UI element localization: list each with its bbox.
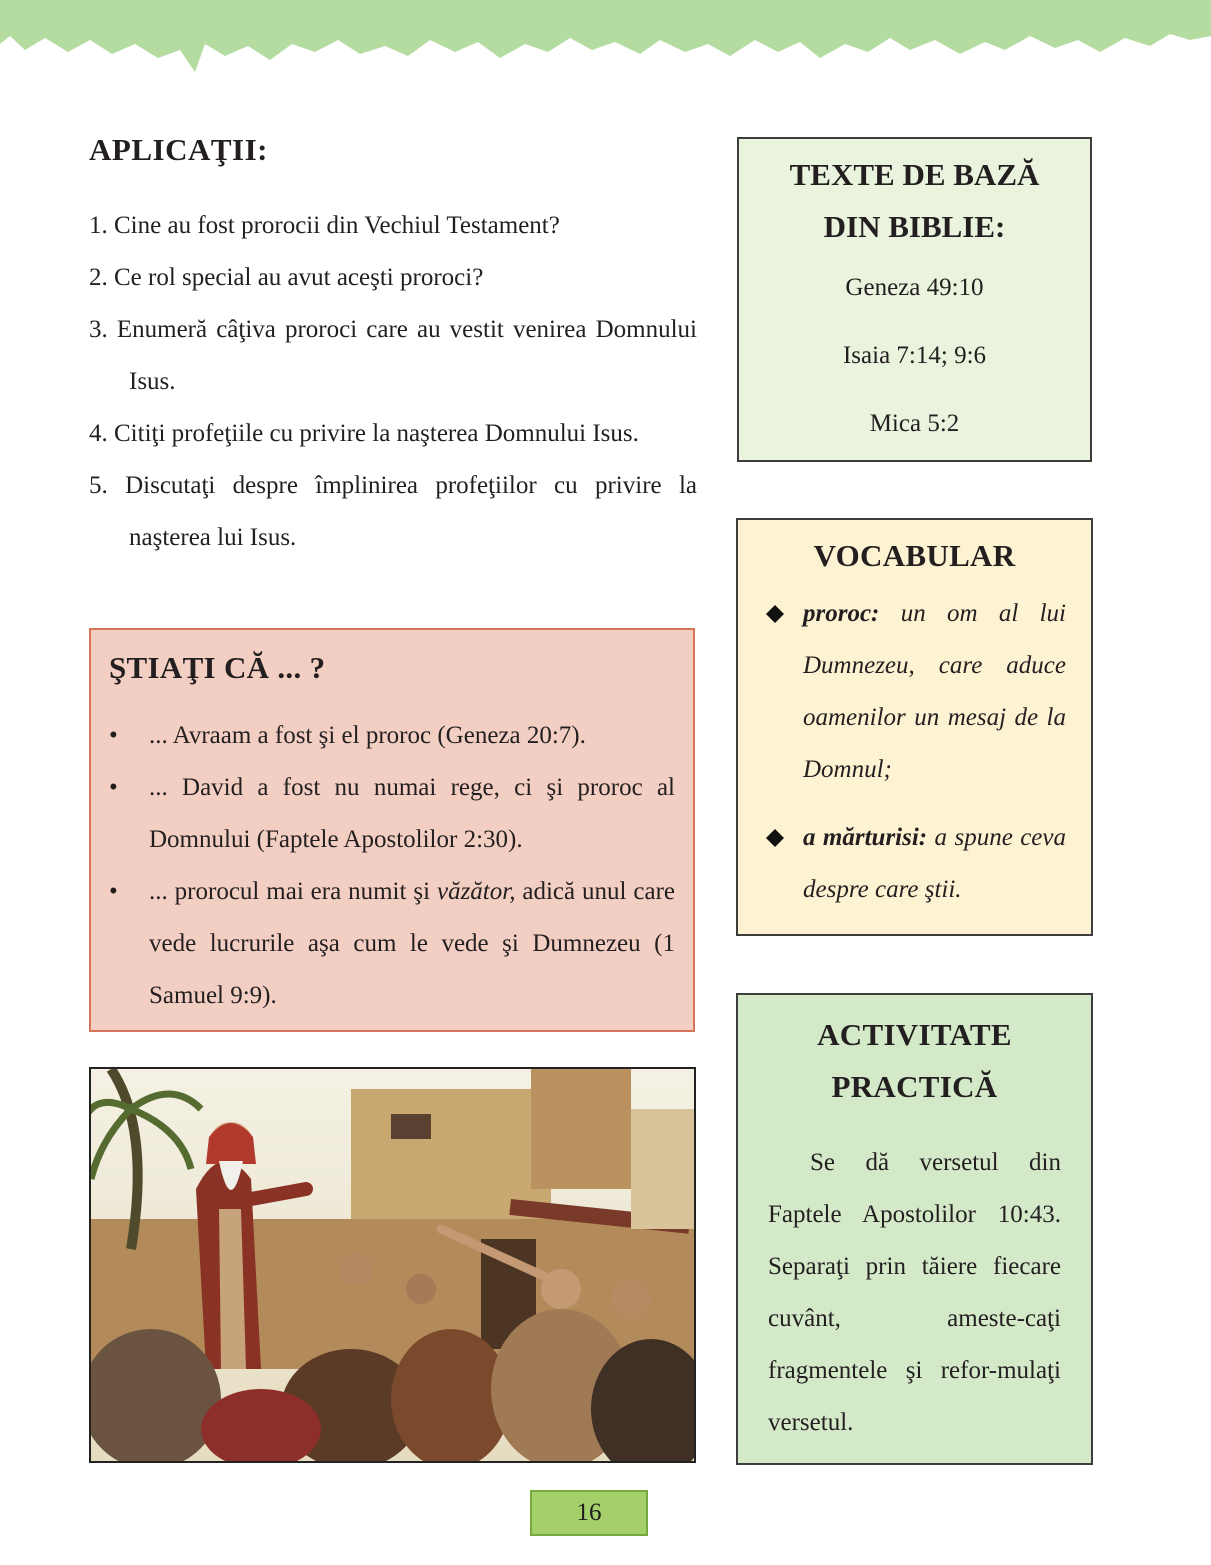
bullet-icon: • [109, 774, 118, 801]
fact-text-after: adică unul care vede lucrurile aşa cum le vede şi Dumnezeu (1 Samuel 9:9). [149, 878, 675, 1009]
vocabulary-title: VOCABULAR [813, 538, 1016, 573]
base-texts-box [737, 137, 1092, 462]
practical-activity-box [736, 993, 1093, 1465]
vocabulary-definition: a spune ceva despre care ştii. [803, 824, 1066, 903]
question-item: 2. Ce rol special au avut aceşti proroci? [89, 264, 484, 291]
question-item: 5. Discutaţi despre împlinirea profeţiilor cu privire la naşterea lui Isus. [89, 472, 697, 551]
base-texts-title-line2: DIN BIBLIE: [823, 209, 1006, 244]
vocabulary-box [736, 518, 1093, 936]
diamond-bullet-icon [766, 829, 784, 847]
page-number: 16 [530, 1490, 648, 1536]
prophet-preaching-illustration [89, 1067, 696, 1463]
vocabulary-term: a mărturisi: [803, 824, 928, 851]
applications-question-list [89, 200, 697, 564]
base-texts-title [739, 149, 1090, 253]
illustration-drawing [91, 1069, 694, 1461]
fact-item [109, 710, 675, 762]
fact-text-before: ... prorocul mai era numit şi [149, 878, 437, 905]
did-you-know-box [89, 628, 695, 1032]
did-you-know-title: ŞTIAŢI CĂ ... ? [109, 650, 326, 685]
practical-activity-title-line2: PRACTICĂ [831, 1069, 998, 1104]
question-item: 4. Citiţi profeţiile cu privire la naşterea Domnului Isus. [89, 420, 639, 447]
question-item: 1. Cine au fost prorocii din Vechiul Testament? [89, 212, 560, 239]
bullet-icon: • [109, 722, 118, 749]
fact-italic-term: văzător, [436, 878, 516, 905]
applications-section [89, 120, 697, 564]
header-torn-band [0, 0, 1211, 80]
practical-activity-title [738, 1009, 1091, 1113]
bible-reference: Geneza 49:10 [845, 274, 984, 301]
practical-activity-text: Se dă versetul din Faptele Apostolilor 10:43. Separaţi prin tăiere fiecare cuvânt, ameste-caţi fragmentele şi refor-mulaţi versetul. [768, 1149, 1061, 1436]
question-item: 3. Enumeră câţiva proroci care au vestit venirea Domnului Isus. [89, 316, 697, 395]
diamond-bullet-icon [766, 605, 784, 623]
fact-item [109, 866, 675, 1022]
vocabulary-definition: un om al lui Dumnezeu, care aduce oamenilor un mesaj de la Domnul; [803, 600, 1066, 783]
fact-item [109, 762, 675, 866]
vocabulary-term: proroc: [803, 600, 880, 627]
practical-activity-title-line1: ACTIVITATE [817, 1017, 1012, 1052]
applications-heading: APLICAŢII: [89, 132, 268, 167]
vocabulary-entry [738, 588, 1091, 796]
fact-text: ... David a fost nu numai rege, ci şi proroc al Domnului (Faptele Apostolilor 2:30). [149, 774, 675, 853]
fact-text: ... Avraam a fost şi el proroc (Geneza 20:7). [149, 722, 586, 749]
bible-reference: Mica 5:2 [869, 410, 960, 437]
bible-reference: Isaia 7:14; 9:6 [842, 342, 987, 369]
bullet-icon: • [109, 878, 118, 905]
vocabulary-entry [738, 812, 1091, 916]
base-texts-title-line1: TEXTE DE BAZĂ [789, 157, 1040, 192]
did-you-know-list [109, 710, 675, 1022]
